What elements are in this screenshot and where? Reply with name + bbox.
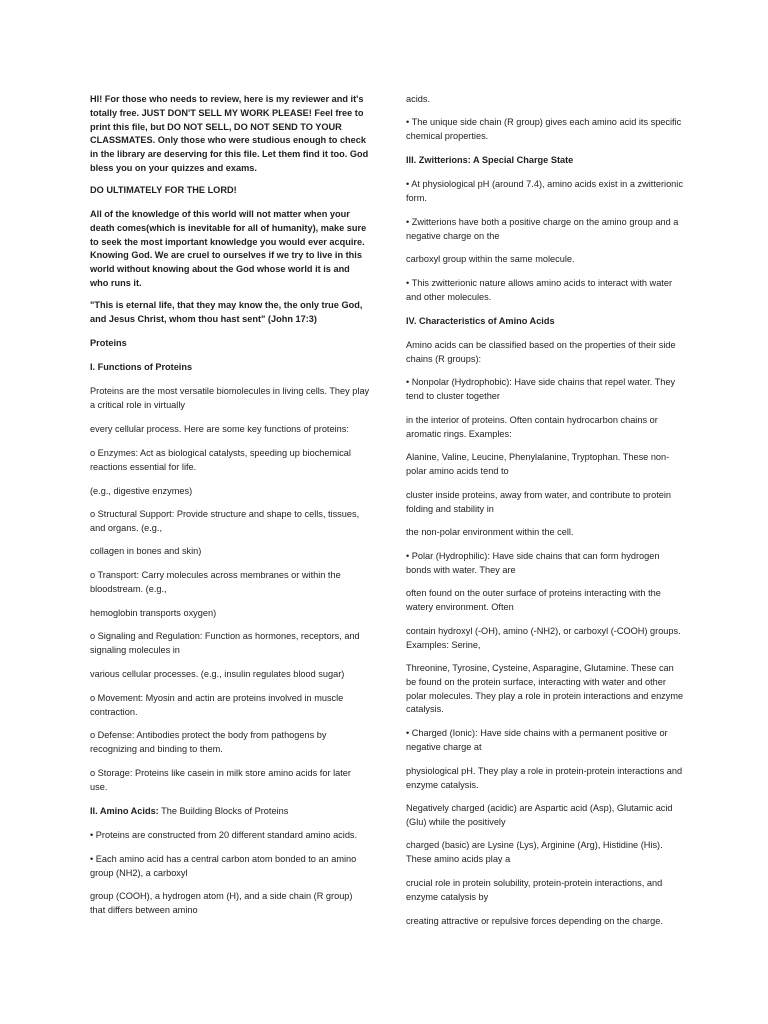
charged-point-cont-1: physiological pH. They play a role in protein-protein interactions and enzyme catalysis. (406, 766, 683, 790)
zwitterion-point-2: • Zwitterions have both a positive charge on the amino group and a negative charge on the (406, 217, 679, 241)
heading-functions-of-proteins: I. Functions of Proteins (90, 362, 193, 372)
bible-quote: "This is eternal life, that they may know the, the only true God, and Jesus Christ, whom thou hast sent" (John 17:3) (90, 300, 363, 324)
charged-point-cont-3: charged (basic) are Lysine (Lys), Arginine (Arg), Histidine (His). These amino acids play a (406, 840, 663, 864)
nonpolar-point-cont-4: the non-polar environment within the cell. (406, 527, 574, 537)
charged-point: • Charged (Ionic): Have side chains with a permanent positive or negative charge at (406, 728, 668, 752)
function-movement: o Movement: Myosin and actin are proteins involved in muscle contraction. (90, 693, 344, 717)
charged-point-cont-2: Negatively charged (acidic) are Aspartic acid (Asp), Glutamic acid (Glu) while the positively (406, 803, 673, 827)
polar-point-cont-2: contain hydroxyl (-OH), amino (-NH2), or carboxyl (-COOH) groups. Examples: Serine, (406, 626, 681, 650)
polar-point-cont-1: often found on the outer surface of proteins interacting with the watery environment. Often (406, 588, 661, 612)
proteins-intro-cont: every cellular process. Here are some key functions of proteins: (90, 424, 349, 434)
heading-amino-acids-rest: The Building Blocks of Proteins (158, 806, 289, 816)
nonpolar-point-cont-1: in the interior of proteins. Often contain hydrocarbon chains or aromatic rings. Examples: (406, 415, 658, 439)
nonpolar-point-cont-2: Alanine, Valine, Leucine, Phenylalanine, Tryptophan. These non-polar amino acids tend to (406, 452, 670, 476)
amino-acid-point-1: • Proteins are constructed from 20 different standard amino acids. (90, 830, 358, 840)
function-enzymes-example: (e.g., digestive enzymes) (90, 486, 193, 496)
heading-amino-acids-label: II. Amino Acids: (90, 806, 159, 816)
function-transport-example: hemoglobin transports oxygen) (90, 608, 217, 618)
polar-point-cont-3: Threonine, Tyrosine, Cysteine, Asparagine, Glutamine. These can be found on the protein surface, interacting with water and other polar molecules. They play a role in protein interactions and enzyme catalysis. (406, 663, 684, 715)
motto-line: DO ULTIMATELY FOR THE LORD! (90, 185, 237, 195)
polar-point: • Polar (Hydrophilic): Have side chains that can form hydrogen bonds with water. They are (406, 551, 660, 575)
function-defense: o Defense: Antibodies protect the body from pathogens by recognizing and binding to them. (90, 730, 327, 754)
amino-acid-point-2-cont: group (COOH), a hydrogen atom (H), and a side chain (R group) that differs between amino (90, 891, 353, 915)
side-chain-point: • The unique side chain (R group) gives each amino acid its specific chemical properties. (406, 117, 682, 141)
zwitterion-point-1: • At physiological pH (around 7.4), amino acids exist in a zwitterionic form. (406, 179, 683, 203)
function-structural-example: collagen in bones and skin) (90, 546, 202, 556)
function-enzymes: o Enzymes: Act as biological catalysts, speeding up biochemical reactions essential for life. (90, 448, 351, 472)
function-storage: o Storage: Proteins like casein in milk store amino acids for later use. (90, 768, 351, 792)
charged-point-cont-4: crucial role in protein solubility, protein-protein interactions, and enzyme catalysis by (406, 878, 663, 902)
function-signaling: o Signaling and Regulation: Function as hormones, receptors, and signaling molecules in (90, 631, 360, 655)
function-signaling-example: various cellular processes. (e.g., insulin regulates blood sugar) (90, 669, 345, 679)
heading-characteristics: IV. Characteristics of Amino Acids (406, 316, 555, 326)
knowledge-paragraph: All of the knowledge of this world will not matter when your death comes(which is inevitable for all of humanity), make sure to seek the most important knowledge you would ever acquire. Knowing God. We are cruel to ourselves if we try to live in this world without knowing about the God whose world it is and who runs it. (90, 209, 367, 288)
zwitterion-point-3: • This zwitterionic nature allows amino acids to interact with water and other molecules. (406, 278, 673, 302)
zwitterion-point-2-cont: carboxyl group within the same molecule. (406, 254, 575, 264)
amino-acid-point-2-end: acids. (406, 94, 431, 104)
heading-amino-acids (90, 805, 370, 819)
intro-paragraph: HI! For those who needs to review, here is my reviewer and it's totally free. JUST DON'T SELL MY WORK PLEASE! Feel free to print this file, but DO NOT SELL, DO NOT SEND TO YOUR CLASSMATES. Only those who were studious enough to check in the library are deserving for this file. Let them find it too. God bless you on your quizzes and exams. (90, 94, 369, 173)
amino-acid-point-2: • Each amino acid has a central carbon atom bonded to an amino group (NH2), a carboxyl (90, 854, 357, 878)
function-transport: o Transport: Carry molecules across membranes or within the bloodstream. (e.g., (90, 570, 341, 594)
proteins-intro: Proteins are the most versatile biomolecules in living cells. They play a critical role in virtually (90, 386, 370, 410)
heading-zwitterions: III. Zwitterions: A Special Charge State (406, 155, 574, 165)
nonpolar-point-cont-3: cluster inside proteins, away from water, and contribute to protein folding and stability in (406, 490, 672, 514)
characteristics-intro: Amino acids can be classified based on the properties of their side chains (R groups): (406, 340, 676, 364)
function-structural: o Structural Support: Provide structure and shape to cells, tissues, and organs. (e.g., (90, 509, 360, 533)
charged-point-cont-5: creating attractive or repulsive forces depending on the charge. (406, 916, 663, 926)
section-title-proteins: Proteins (90, 338, 127, 348)
nonpolar-point: • Nonpolar (Hydrophobic): Have side chains that repel water. They tend to cluster together (406, 377, 676, 401)
